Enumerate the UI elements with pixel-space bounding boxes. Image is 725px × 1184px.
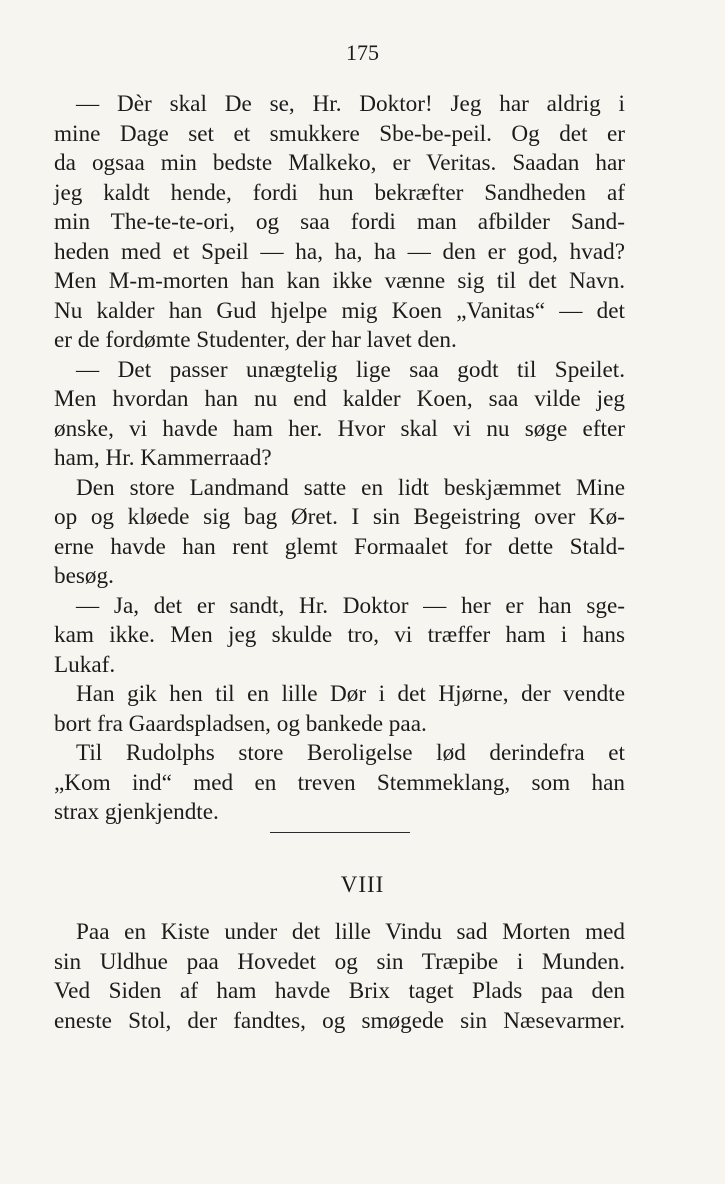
text-line: „Kom ind“ med en treven Stemmeklang, som han: [54, 769, 625, 796]
text-line: Nu kalder han Gud hjelpe mig Koen „Vanitas“ — det: [54, 297, 625, 324]
body-text-section-2: [54, 918, 625, 1036]
text-line: — Ja, det er sandt, Hr. Doktor — her er han sge-: [76, 592, 625, 619]
text-line: da ogsaa min bedste Malkeko, er Veritas. Saadan har: [54, 150, 625, 176]
text-line: Den store Landmand satte en lidt beskjæmmet Mine: [76, 474, 625, 501]
body-text-section-1: [54, 90, 625, 828]
text-line: — Det passer unægtelig lige saa godt til Speilet.: [76, 356, 625, 383]
page-number: 175: [346, 40, 379, 65]
text-line: kam ikke. Men jeg skulde tro, vi træffer ham i hans: [54, 622, 625, 648]
text-line: jeg kaldt hende, fordi hun bekræfter Sandheden af: [54, 179, 625, 206]
text-line: Men M-m-morten han kan ikke vænne sig til det Navn.: [54, 268, 625, 294]
text-line: Men hvordan han nu end kalder Koen, saa vilde jeg: [54, 386, 625, 412]
text-line: op og kløede sig bag Øret. I sin Begeistring over Kø-: [54, 504, 625, 530]
text-line: bort fra Gaardspladsen, og bankede paa.: [54, 710, 427, 737]
text-line: strax gjenkjendte.: [54, 799, 219, 825]
text-line: mine Dage set et smukkere Sbe-be-peil. Og det er: [54, 120, 625, 147]
text-line: ønske, vi havde ham her. Hvor skal vi nu søge efter: [54, 415, 625, 442]
text-line: erne havde han rent glemt Formaalet for dette Stald-: [54, 533, 625, 560]
text-line: ham, Hr. Kammerraad?: [54, 445, 272, 471]
text-line: Paa en Kiste under det lille Vindu sad Morten med: [76, 919, 625, 945]
section-divider: [270, 832, 410, 833]
text-line: Til Rudolphs store Beroligelse lød derindefra et: [76, 740, 625, 766]
text-line: min The-te-te-ori, og saa fordi man afbilder Sand-: [54, 209, 625, 235]
text-line: Lukaf.: [54, 651, 116, 678]
chapter-heading: VIII: [340, 872, 385, 897]
text-line: besøg.: [54, 563, 114, 589]
text-line: Han gik hen til en lille Dør i det Hjørne, der vendte: [76, 681, 625, 707]
text-line: — Dèr skal De se, Hr. Doktor! Jeg har aldrig i: [76, 91, 625, 117]
text-line: sin Uldhue paa Hovedet og sin Træpibe i Munden.: [54, 948, 625, 975]
text-line: eneste Stol, der fandtes, og smøgede sin Næsevarmer.: [54, 1007, 625, 1034]
text-line: heden med et Speil — ha, ha, ha — den er god, hvad?: [54, 238, 625, 265]
text-line: er de fordømte Studenter, der har lavet den.: [54, 327, 457, 353]
text-line: Ved Siden af ham havde Brix taget Plads paa den: [54, 978, 625, 1004]
